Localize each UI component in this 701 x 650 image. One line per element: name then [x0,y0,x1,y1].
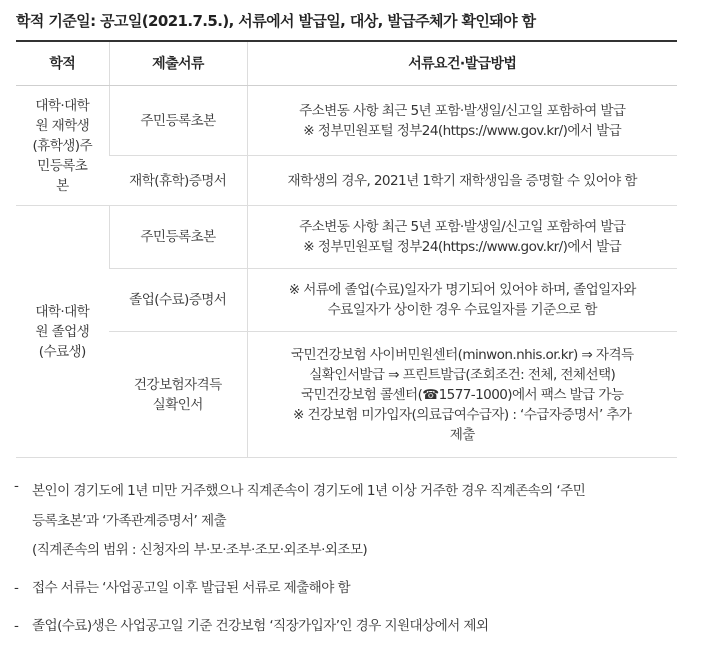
note-item [14,578,684,598]
notes-list [14,474,684,636]
note-text: 졸업(수료)생은 사업공고일 기준 건강보험 ‘직장가입자’인 경우 지원대상에서 제외 [32,618,489,634]
table-row [16,86,677,156]
doc-cell: 재학(휴학)증명서 [109,156,247,206]
table-row [16,332,677,458]
req-cell: 주소변동 사항 최근 5년 포함·발생일/신고일 포함하여 발급 ※ 정부민원포털 정부24(https://www.gov.kr/)에서 발급 [247,206,677,269]
note-item [14,476,684,560]
req-cell: 주소변동 사항 최근 5년 포함·발생일/신고일 포함하여 발급 ※ 정부민원포털 정부24(https://www.gov.kr/)에서 발급 [247,86,677,156]
doc-cell: 주민등록초본 [109,206,247,269]
req-cell: ※ 서류에 졸업(수료)일자가 명기되어 있어야 하며, 졸업일자와 수료일자가 상이한 경우 수료일자를 기준으로 함 [247,269,677,332]
req-cell: 국민건강보험 사이버민원센터(minwon.nhis.or.kr) ⇒ 자격득 실확인서발급 ⇒ 프린트발급(조회조건: 전체, 전체선택) 국민건강보험 콜센터(☎1577-1000)에서 팩스 발급 가능 ※ 건강보험 미가입자(의료급여수급자) : ‘수급자증명서’ 추가 제출 [247,332,677,458]
note-dash: - [14,618,19,634]
doc-cell: 건강보험자격득 실확인서 [109,332,247,458]
table-row [16,206,677,269]
header-category: 학적 [16,41,109,86]
note-text: 접수 서류는 ‘사업공고일 이후 발급된 서류로 제출해야 함 [32,580,350,596]
header-requirements: 서류요건·발급방법 [247,41,677,86]
note-dash: - [14,478,19,494]
doc-cell: 졸업(수료)증명서 [109,269,247,332]
table-row [16,156,677,206]
page-title: 학적 기준일: 공고일(2021.7.5.), 서류에서 발급일, 대상, 발급주체가 확인돼야 함 [16,12,536,30]
note-item [14,616,684,636]
category-graduate: 대학·대학 원 졸업생 (수료생) [16,206,109,458]
requirements-table [16,40,677,458]
note-subtext: (직계존속의 범위 : 신청자의 부·모·조부·조모·외조부·외조모) [32,542,368,558]
category-enrolled: 대학·대학 원 재학생 (휴학생)주 민등록초 본 [16,86,109,206]
note-text: 본인이 경기도에 1년 미만 거주했으나 직계존속이 경기도에 1년 이상 거주한 경우 직계존속의 ‘주민 등록초본’과 ‘가족관계증명서’ 제출 [32,483,586,529]
header-document: 제출서류 [109,41,247,86]
req-cell: 재학생의 경우, 2021년 1학기 재학생임을 증명할 수 있어야 함 [247,156,677,206]
doc-cell: 주민등록초본 [109,86,247,156]
table-header-row [16,41,677,86]
table-row [16,269,677,332]
note-dash: - [14,580,19,596]
